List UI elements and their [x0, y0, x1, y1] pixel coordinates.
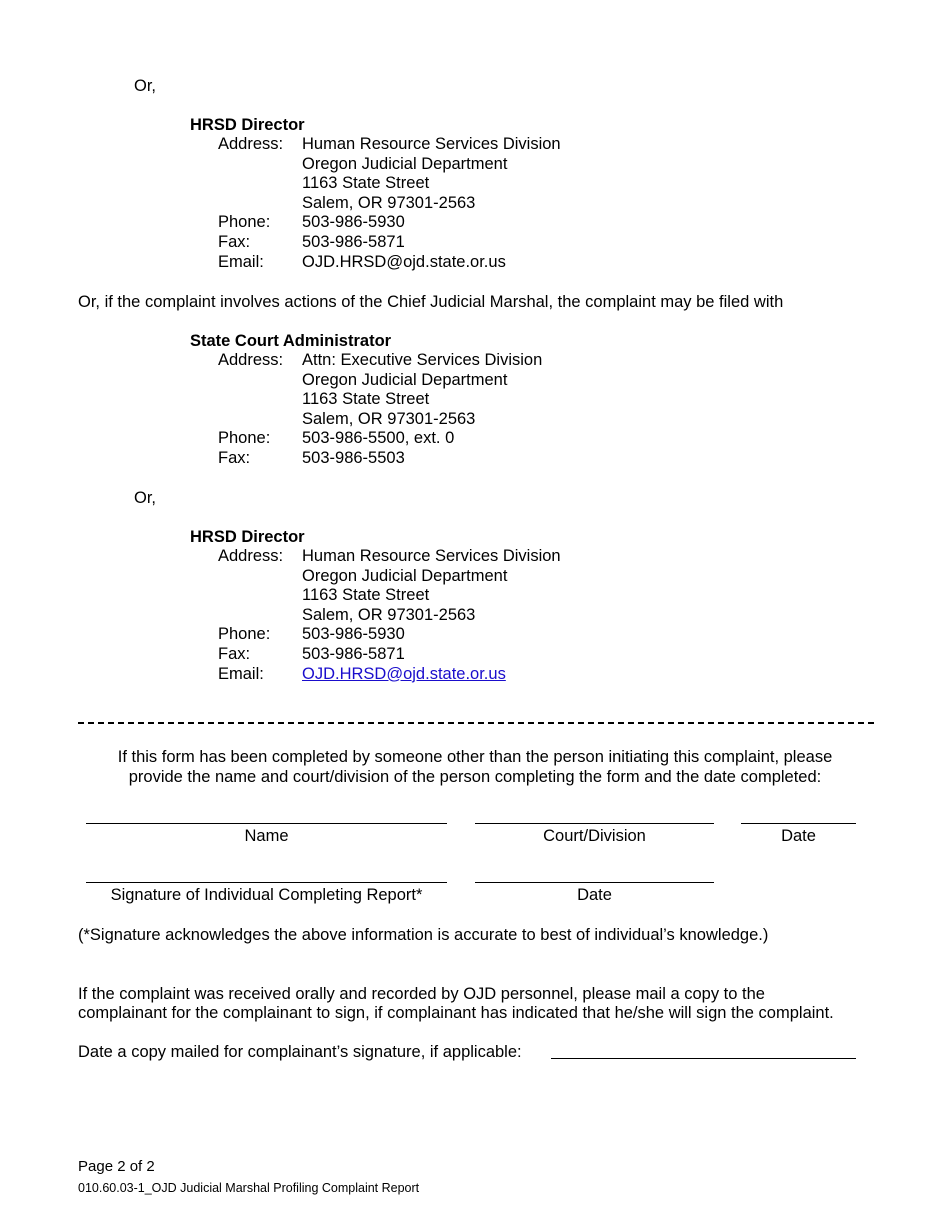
contact-row-value: 503-986-5503: [302, 448, 405, 467]
contact-row: [190, 213, 405, 233]
contact-row: [190, 252, 506, 273]
contact-row-value: OJD.HRSD@ojd.state.or.us: [302, 252, 506, 271]
contact-row: [190, 154, 508, 175]
contact-row-label: Phone:: [218, 213, 271, 232]
contact-row: [190, 586, 430, 606]
signature-note: (*Signature acknowledges the above information is accurate to best of individual’s knowledge.): [78, 926, 769, 944]
contact-rows: [190, 547, 561, 684]
contact-row-value: Salem, OR 97301-2563: [302, 605, 476, 624]
mail-date-label: Date a copy mailed for complainant’s signature, if applicable:: [78, 1043, 522, 1061]
contact-row-value: Human Resource Services Division: [302, 547, 561, 565]
contact-row-label: Phone:: [218, 625, 271, 644]
oral-note-line1: If the complaint was received orally and recorded by OJD personnel, please mail a copy to the: [78, 985, 765, 1003]
or-text-1: Or,: [134, 77, 157, 95]
contact-row-value: 503-986-5871: [302, 644, 405, 663]
contact-row-value: Oregon Judicial Department: [302, 566, 508, 585]
email-link[interactable]: OJD.HRSD@ojd.state.or.us: [302, 664, 506, 683]
contact-row: [190, 409, 476, 430]
contact-row-value: 1163 State Street: [302, 390, 430, 409]
date-field[interactable]: [741, 823, 856, 824]
contact-row-value: 503-986-5500, ext. 0: [302, 429, 455, 448]
contact-row: [190, 370, 508, 391]
contact-block-state-court-admin: [190, 331, 543, 469]
oral-note-line2: complainant for the complainant to sign, if complainant has indicated that he/she will sign the complaint.: [78, 1004, 834, 1022]
completer-instructions-line2: provide the name and court/division of the person completing the form and the date completed:: [128, 768, 822, 786]
marshal-note: Or, if the complaint involves actions of the Chief Judicial Marshal, the complaint may be filed with: [78, 293, 784, 311]
contact-title: State Court Administrator: [190, 332, 392, 350]
page-number: Page 2 of 2: [78, 1158, 155, 1175]
contact-row-label: Fax:: [218, 232, 251, 251]
contact-row-value: 503-986-5871: [302, 232, 405, 251]
form-id: 010.60.03-1_OJD Judicial Marshal Profiling Complaint Report: [78, 1181, 420, 1195]
signature-date-field[interactable]: [475, 882, 714, 883]
contact-title: HRSD Director: [190, 116, 305, 134]
contact-title: HRSD Director: [190, 528, 305, 546]
signature-field-label: Signature of Individual Completing Report*: [110, 886, 423, 904]
contact-row-value: Salem, OR 97301-2563: [302, 193, 476, 212]
contact-row-value: Human Resource Services Division: [302, 135, 561, 153]
contact-row-label: Fax:: [218, 644, 251, 663]
dashed-divider: [78, 722, 874, 724]
contact-rows: [190, 135, 561, 272]
contact-row: [190, 448, 405, 469]
signature-date-field-label: Date: [577, 886, 612, 904]
name-field[interactable]: [86, 823, 447, 824]
contact-row: [190, 547, 561, 567]
contact-row-label: Email:: [218, 664, 264, 683]
contact-block-hrsd-1: [190, 115, 561, 272]
contact-row-value: Oregon Judicial Department: [302, 154, 508, 173]
contact-row: [190, 351, 543, 371]
contact-row: [190, 605, 476, 626]
contact-row-value: 503-986-5930: [302, 625, 405, 644]
contact-row: [190, 566, 508, 587]
contact-row-value: 503-986-5930: [302, 213, 405, 232]
contact-rows: [190, 351, 543, 469]
contact-row: [190, 390, 430, 410]
court-division-field-label: Court/Division: [543, 827, 646, 845]
contact-block-hrsd-2: [190, 527, 561, 684]
date-field-label: Date: [781, 827, 816, 845]
contact-row: [190, 644, 405, 665]
contact-row-label: Address:: [218, 351, 284, 369]
contact-row-value: Oregon Judicial Department: [302, 370, 508, 389]
contact-row-label: Fax:: [218, 448, 251, 467]
or-text-2: Or,: [134, 489, 157, 507]
signature-field[interactable]: [86, 882, 447, 883]
contact-row: [190, 135, 561, 155]
contact-row: [190, 232, 405, 253]
contact-row-label: Email:: [218, 252, 264, 271]
contact-row: [190, 174, 430, 194]
mail-date-field[interactable]: [551, 1058, 856, 1059]
contact-row: [190, 429, 455, 449]
contact-row-value: Attn: Executive Services Division: [302, 351, 543, 369]
completer-instructions-line1: If this form has been completed by someone other than the person initiating this complaint, please: [117, 748, 833, 766]
contact-row-label: Phone:: [218, 429, 271, 448]
name-field-label: Name: [244, 827, 289, 845]
contact-row: [190, 193, 476, 214]
court-division-field[interactable]: [475, 823, 714, 824]
contact-row: [190, 664, 506, 685]
contact-row-value: Salem, OR 97301-2563: [302, 409, 476, 428]
contact-row-label: Address:: [218, 547, 284, 565]
contact-row-value: 1163 State Street: [302, 586, 430, 605]
contact-row-label: Address:: [218, 135, 284, 153]
contact-row: [190, 625, 405, 645]
contact-row-value: 1163 State Street: [302, 174, 430, 193]
